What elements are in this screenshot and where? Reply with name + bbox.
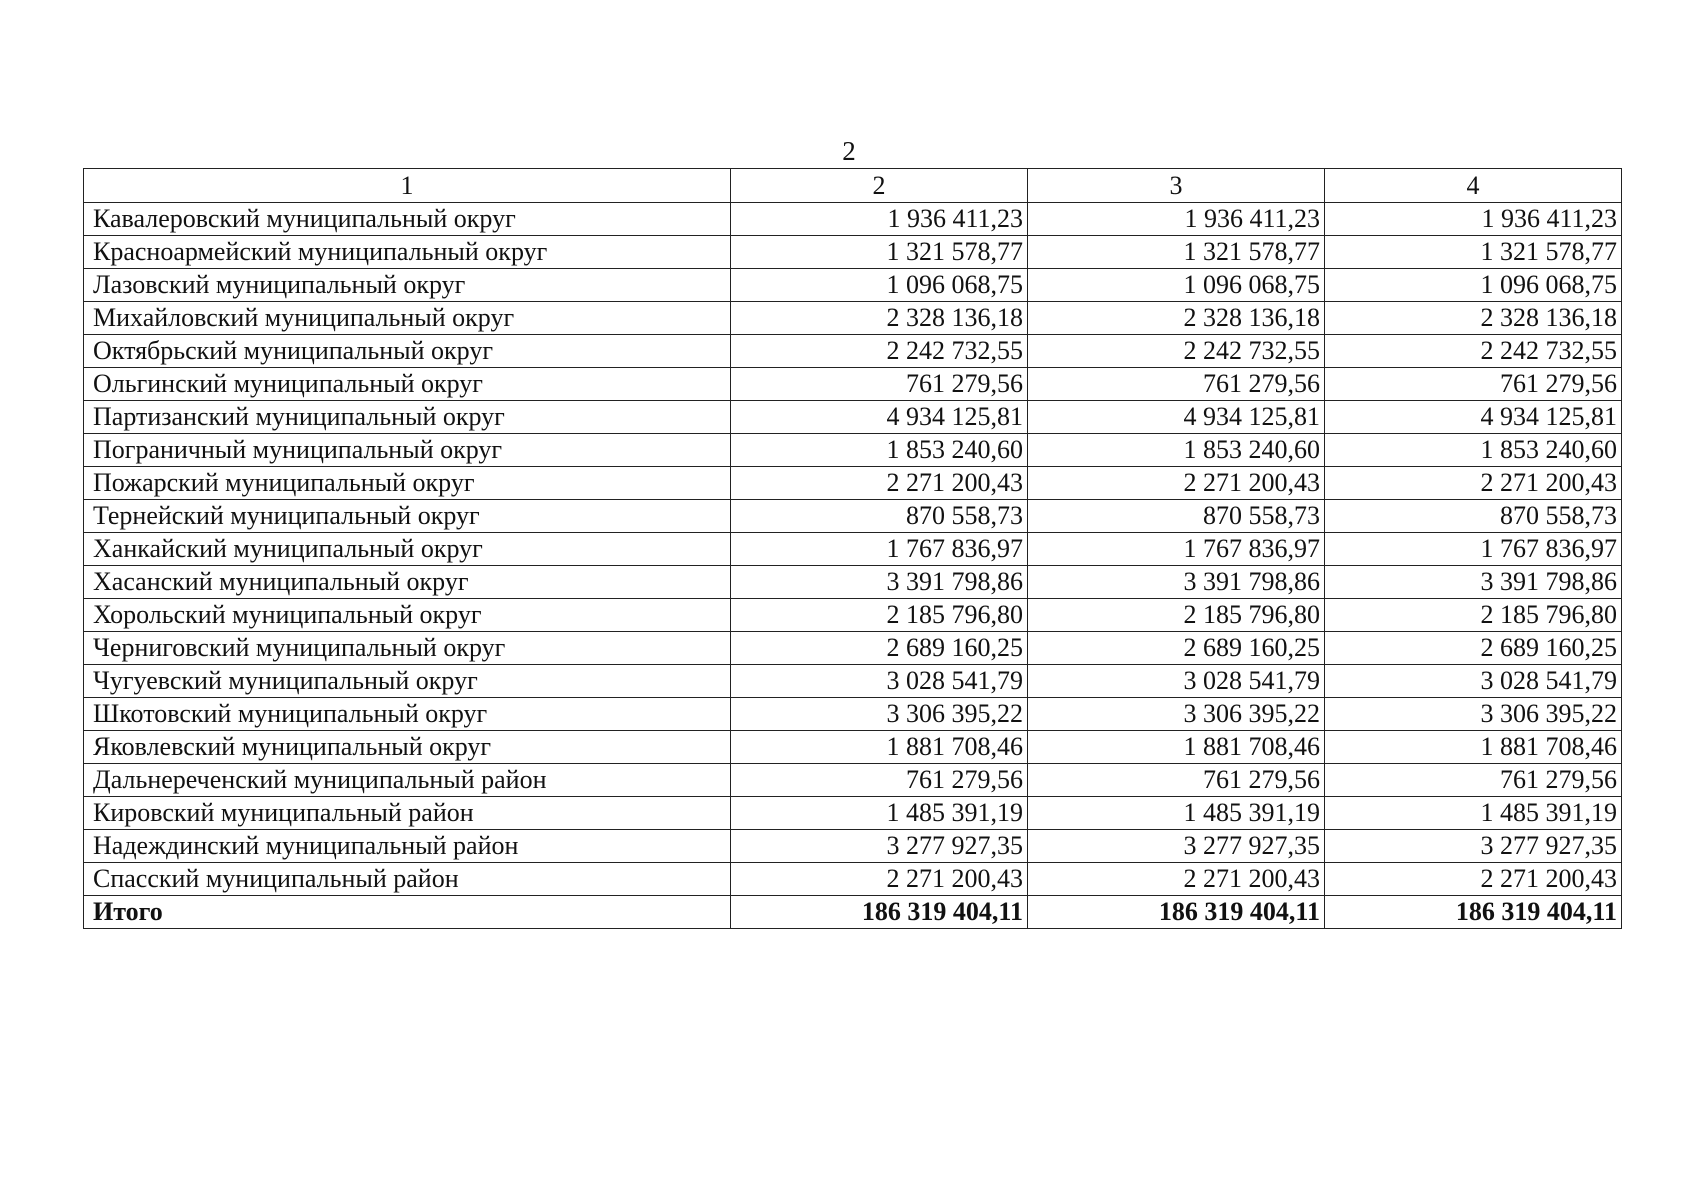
amount-cell: 3 306 395,22 <box>731 698 1028 731</box>
amount-cell: 761 279,56 <box>731 368 1028 401</box>
municipality-name: Тернейский муниципальный округ <box>84 500 731 533</box>
column-header-4: 4 <box>1325 169 1622 203</box>
amount-cell: 2 328 136,18 <box>1028 302 1325 335</box>
municipality-name: Хорольский муниципальный округ <box>84 599 731 632</box>
column-header-1: 1 <box>84 169 731 203</box>
amount-cell: 1 767 836,97 <box>1028 533 1325 566</box>
municipality-name: Дальнереченский муниципальный район <box>84 764 731 797</box>
amount-cell: 1 853 240,60 <box>1028 434 1325 467</box>
table-row <box>84 863 1622 896</box>
municipality-name: Надеждинский муниципальный район <box>84 830 731 863</box>
data-table <box>83 168 1622 929</box>
amount-cell: 1 096 068,75 <box>1325 269 1622 302</box>
amount-cell: 4 934 125,81 <box>1028 401 1325 434</box>
amount-cell: 2 328 136,18 <box>731 302 1028 335</box>
amount-cell: 2 689 160,25 <box>1325 632 1622 665</box>
amount-cell: 1 096 068,75 <box>1028 269 1325 302</box>
table-row <box>84 500 1622 533</box>
total-value: 186 319 404,11 <box>1325 896 1622 929</box>
table-row <box>84 797 1622 830</box>
amount-cell: 1 936 411,23 <box>1028 203 1325 236</box>
table-body <box>84 203 1622 896</box>
municipality-name: Спасский муниципальный район <box>84 863 731 896</box>
amount-cell: 1 321 578,77 <box>1028 236 1325 269</box>
amount-cell: 2 185 796,80 <box>1028 599 1325 632</box>
column-header-2: 2 <box>731 169 1028 203</box>
amount-cell: 2 185 796,80 <box>731 599 1028 632</box>
municipality-name: Яковлевский муниципальный округ <box>84 731 731 764</box>
amount-cell: 1 096 068,75 <box>731 269 1028 302</box>
amount-cell: 3 277 927,35 <box>731 830 1028 863</box>
header-row <box>84 169 1622 203</box>
amount-cell: 1 485 391,19 <box>731 797 1028 830</box>
table-row <box>84 632 1622 665</box>
amount-cell: 1 321 578,77 <box>1325 236 1622 269</box>
amount-cell: 1 881 708,46 <box>1028 731 1325 764</box>
amount-cell: 2 242 732,55 <box>1325 335 1622 368</box>
amount-cell: 2 271 200,43 <box>731 863 1028 896</box>
amount-cell: 3 028 541,79 <box>1028 665 1325 698</box>
amount-cell: 2 185 796,80 <box>1325 599 1622 632</box>
municipality-name: Шкотовский муниципальный округ <box>84 698 731 731</box>
amount-cell: 3 028 541,79 <box>1325 665 1622 698</box>
amount-cell: 2 689 160,25 <box>1028 632 1325 665</box>
municipality-name: Ханкайский муниципальный округ <box>84 533 731 566</box>
table-header <box>84 169 1622 203</box>
table-row <box>84 335 1622 368</box>
amount-cell: 1 936 411,23 <box>731 203 1028 236</box>
table-row <box>84 236 1622 269</box>
municipality-name: Кавалеровский муниципальный округ <box>84 203 731 236</box>
table-row <box>84 203 1622 236</box>
amount-cell: 3 391 798,86 <box>1325 566 1622 599</box>
amount-cell: 3 028 541,79 <box>731 665 1028 698</box>
total-value: 186 319 404,11 <box>1028 896 1325 929</box>
total-row <box>84 896 1622 929</box>
amount-cell: 4 934 125,81 <box>1325 401 1622 434</box>
table-row <box>84 764 1622 797</box>
table-row <box>84 698 1622 731</box>
municipality-name: Кировский муниципальный район <box>84 797 731 830</box>
table-row <box>84 302 1622 335</box>
table-row <box>84 566 1622 599</box>
amount-cell: 3 391 798,86 <box>731 566 1028 599</box>
amount-cell: 2 271 200,43 <box>1325 467 1622 500</box>
amount-cell: 2 271 200,43 <box>731 467 1028 500</box>
municipality-name: Хасанский муниципальный округ <box>84 566 731 599</box>
amount-cell: 3 306 395,22 <box>1325 698 1622 731</box>
table-row <box>84 467 1622 500</box>
municipality-name: Октябрьский муниципальный округ <box>84 335 731 368</box>
total-value: 186 319 404,11 <box>731 896 1028 929</box>
amount-cell: 761 279,56 <box>1028 368 1325 401</box>
amount-cell: 1 321 578,77 <box>731 236 1028 269</box>
amount-cell: 1 485 391,19 <box>1028 797 1325 830</box>
table-row <box>84 599 1622 632</box>
amount-cell: 761 279,56 <box>1325 764 1622 797</box>
amount-cell: 2 271 200,43 <box>1028 467 1325 500</box>
amount-cell: 2 271 200,43 <box>1028 863 1325 896</box>
amount-cell: 1 881 708,46 <box>1325 731 1622 764</box>
page-number: 2 <box>842 136 856 166</box>
municipality-name: Михайловский муниципальный округ <box>84 302 731 335</box>
table-row <box>84 434 1622 467</box>
amount-cell: 2 242 732,55 <box>1028 335 1325 368</box>
amount-cell: 870 558,73 <box>1028 500 1325 533</box>
amount-cell: 761 279,56 <box>1325 368 1622 401</box>
amount-cell: 761 279,56 <box>1028 764 1325 797</box>
table-row <box>84 830 1622 863</box>
amount-cell: 3 306 395,22 <box>1028 698 1325 731</box>
amount-cell: 1 881 708,46 <box>731 731 1028 764</box>
amount-cell: 761 279,56 <box>731 764 1028 797</box>
municipality-name: Лазовский муниципальный округ <box>84 269 731 302</box>
amount-cell: 2 242 732,55 <box>731 335 1028 368</box>
municipality-name: Партизанский муниципальный округ <box>84 401 731 434</box>
column-header-3: 3 <box>1028 169 1325 203</box>
amount-cell: 4 934 125,81 <box>731 401 1028 434</box>
amount-cell: 1 936 411,23 <box>1325 203 1622 236</box>
amount-cell: 1 853 240,60 <box>1325 434 1622 467</box>
table-row <box>84 665 1622 698</box>
table-row <box>84 368 1622 401</box>
municipality-name: Черниговский муниципальный округ <box>84 632 731 665</box>
table-row <box>84 533 1622 566</box>
amount-cell: 2 689 160,25 <box>731 632 1028 665</box>
amount-cell: 870 558,73 <box>1325 500 1622 533</box>
amount-cell: 3 277 927,35 <box>1028 830 1325 863</box>
amount-cell: 2 271 200,43 <box>1325 863 1622 896</box>
municipality-name: Пожарский муниципальный округ <box>84 467 731 500</box>
municipality-name: Ольгинский муниципальный округ <box>84 368 731 401</box>
amount-cell: 2 328 136,18 <box>1325 302 1622 335</box>
table-row <box>84 731 1622 764</box>
table-footer <box>84 896 1622 929</box>
amount-cell: 1 767 836,97 <box>731 533 1028 566</box>
table-row <box>84 401 1622 434</box>
amount-cell: 3 277 927,35 <box>1325 830 1622 863</box>
municipality-name: Пограничный муниципальный округ <box>84 434 731 467</box>
table-row <box>84 269 1622 302</box>
amount-cell: 3 391 798,86 <box>1028 566 1325 599</box>
amount-cell: 1 485 391,19 <box>1325 797 1622 830</box>
amount-cell: 1 853 240,60 <box>731 434 1028 467</box>
municipality-name: Красноармейский муниципальный округ <box>84 236 731 269</box>
total-label: Итого <box>84 896 731 929</box>
amount-cell: 870 558,73 <box>731 500 1028 533</box>
amount-cell: 1 767 836,97 <box>1325 533 1622 566</box>
municipality-name: Чугуевский муниципальный округ <box>84 665 731 698</box>
